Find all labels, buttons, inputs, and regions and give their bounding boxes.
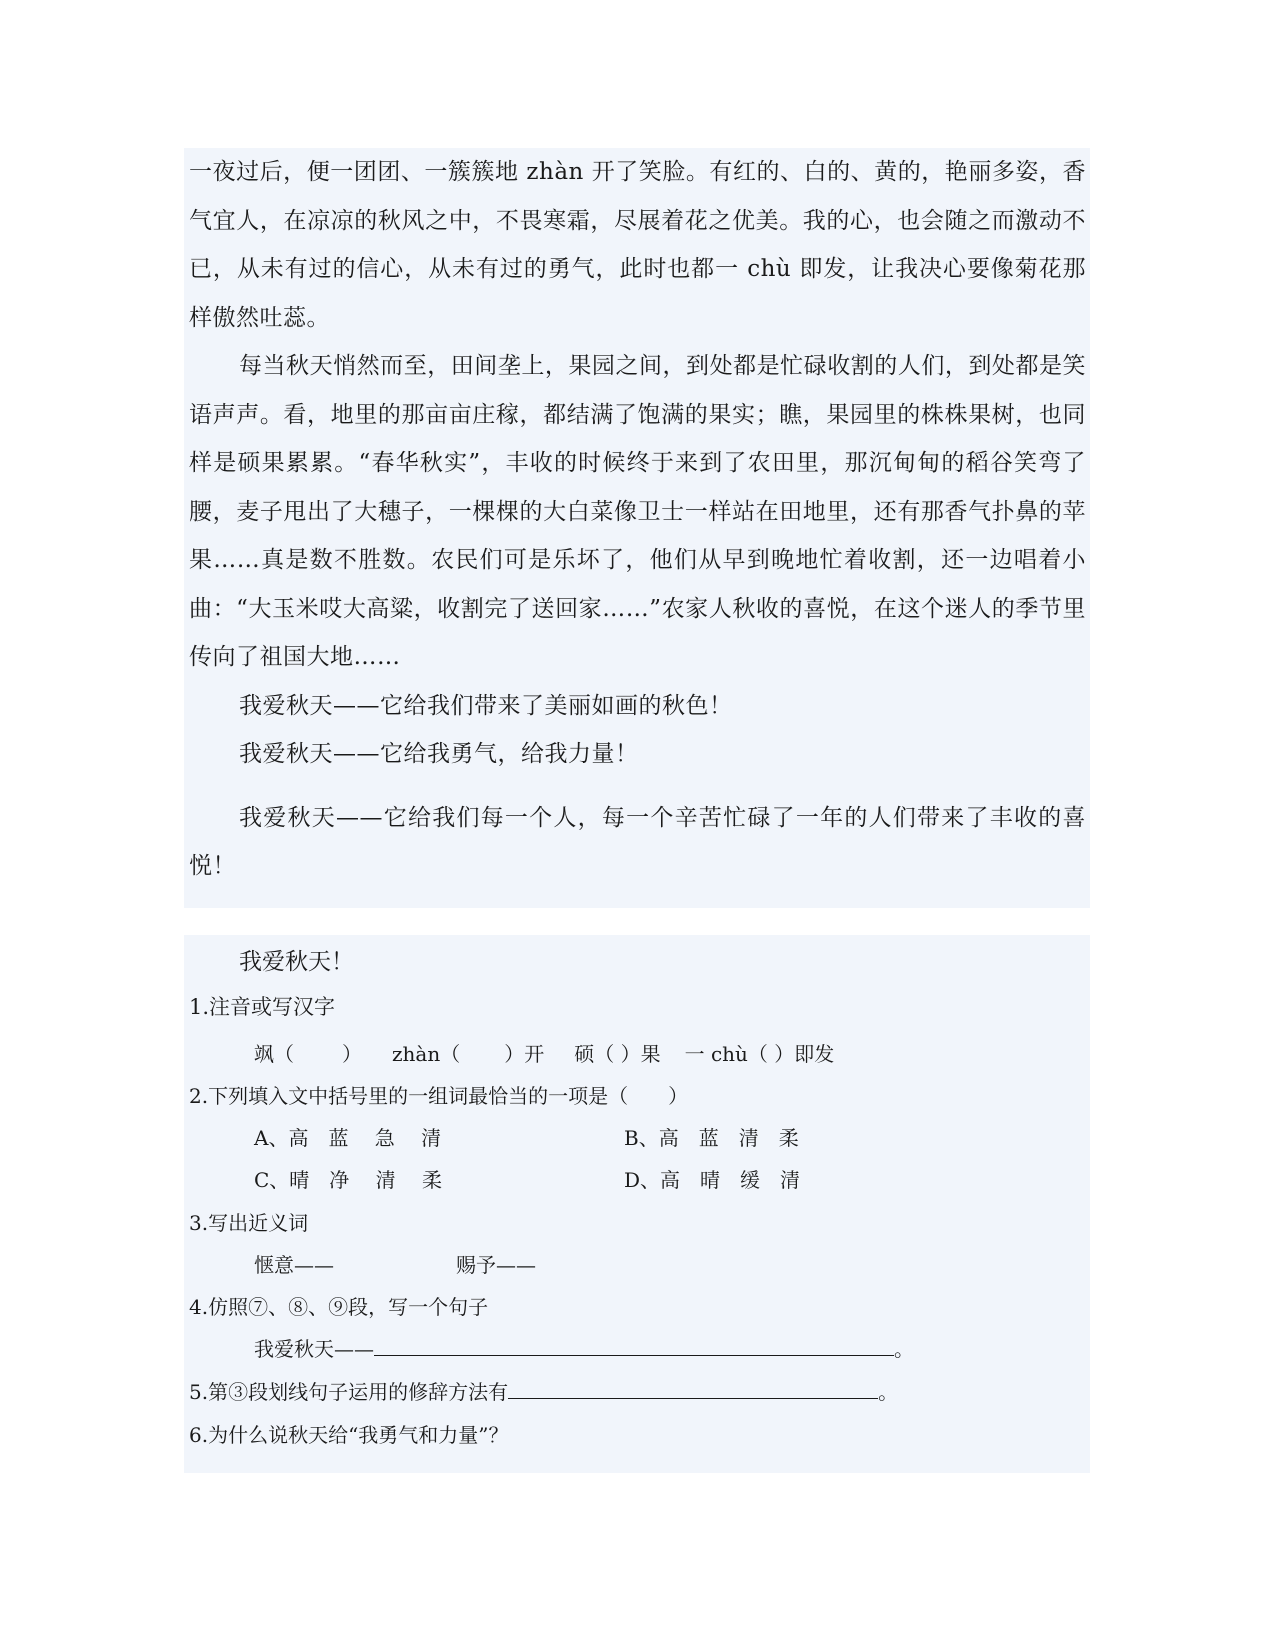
q1-item: ） — [342, 1042, 362, 1066]
question-3-title: 3.写出近义词 — [189, 1211, 309, 1235]
passage-section — [184, 148, 1090, 908]
q1-item: 飒（ — [254, 1042, 294, 1066]
q5-prefix: 5.第③段划线句子运用的修辞方法有 — [189, 1380, 509, 1404]
q1-item: zhàn（ — [392, 1042, 461, 1066]
q2-option-d: D、高 晴 缓 清 — [624, 1168, 801, 1192]
questions-section — [184, 935, 1090, 1473]
q4-prefix: 我爱秋天—— — [254, 1337, 374, 1361]
q4-blank[interactable] — [374, 1333, 894, 1356]
passage-paragraph: 我爱秋天——它给我们每一个人，每一个辛苦忙碌了一年的人们带来了丰收的喜悦！ — [189, 804, 1086, 879]
question-4-title: 4.仿照⑦、⑧、⑨段，写一个句子 — [189, 1295, 489, 1319]
q3-item: 赐予—— — [456, 1253, 536, 1277]
question-1-items — [254, 1038, 834, 1067]
q5-suffix: 。 — [878, 1380, 899, 1404]
q2-option-b: B、高 蓝 清 柔 — [624, 1126, 799, 1150]
q4-suffix: 。 — [894, 1337, 914, 1361]
question-2-title: 2.下列填入文中括号里的一组词最恰当的一项是（ ） — [189, 1084, 689, 1108]
question-6-title: 6.为什么说秋天给“我勇气和力量”？ — [189, 1423, 509, 1447]
question-1-title: 1.注音或写汉字 — [189, 995, 336, 1019]
question-5-line — [189, 1376, 898, 1405]
passage-paragraph: 我爱秋天——它给我们带来了美丽如画的秋色！ — [239, 692, 733, 719]
q1-item: 一 chù（ ）即发 — [684, 1042, 835, 1066]
q1-item: ）开 — [504, 1042, 545, 1066]
q5-blank[interactable] — [508, 1376, 878, 1399]
passage-paragraph: 一夜过后，便一团团、一簇簇地 zhàn 开了笑脸。有红的、白的、黄的，艳丽多姿，香气宜人，在凉凉的秋风之中，不畏寒霜，尽展着花之优美。我的心，也会随之而激动不已，从未有过的信心，从未有过的勇气，此时也都一 chù 即发，让我决心要像菊花那样傲然吐蕊。 — [189, 159, 1086, 331]
question-4-answer-line — [254, 1333, 914, 1362]
closing-line: 我爱秋天！ — [239, 949, 354, 975]
q3-item: 惬意—— — [254, 1253, 334, 1277]
passage-paragraph: 每当秋天悄然而至，田间垄上，果园之间，到处都是忙碌收割的人们，到处都是笑语声声。看，地里的那亩亩庄稼，都结满了饱满的果实；瞧，果园里的株株果树，也同样是硕果累累。“春华秋实”，丰收的时候终于来到了农田里，那沉甸甸的稻谷笑弯了腰，麦子甩出了大穗子，一棵棵的大白菜像卫士一样站在田地里，还有那香气扑鼻的苹果……真是数不胜数。农民们可是乐坏了，他们从早到晚地忙着收割，还一边唱着小曲：“大玉米哎大高粱，收割完了送回家……”农家人秋收的喜悦，在这个迷人的季节里传向了祖国大地…… — [189, 353, 1086, 670]
passage-paragraph: 我爱秋天——它给我勇气，给我力量！ — [239, 741, 639, 767]
q2-option-a: A、高 蓝 急 清 — [254, 1126, 442, 1150]
q2-option-c: C、晴 净 清 柔 — [254, 1168, 443, 1192]
q1-item: 硕（ ）果 — [574, 1042, 661, 1066]
